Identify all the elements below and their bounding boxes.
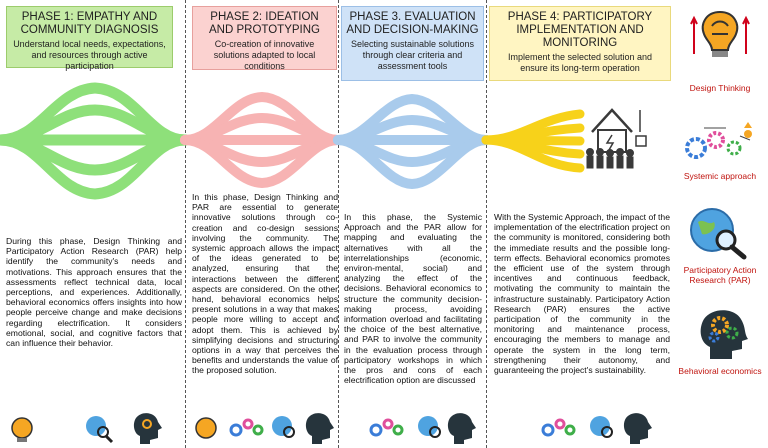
lightbulb-brain-icon bbox=[690, 4, 750, 64]
head-gears-icon bbox=[448, 413, 476, 444]
phase-2-flow bbox=[185, 97, 338, 183]
globe-magnifier-icon bbox=[418, 416, 440, 437]
globe-magnifier-icon bbox=[686, 204, 750, 260]
phase-3-flow bbox=[338, 99, 486, 184]
phase-2-subtitle: Co-creation of innovative solutions adapted to local conditions bbox=[213, 39, 316, 71]
gears-network-icon bbox=[231, 420, 262, 435]
phase-1-flow bbox=[0, 88, 185, 194]
legend-label: Design Thinking bbox=[689, 83, 751, 93]
phase-2-title: PHASE 2: IDEATION AND PROTOTYPING bbox=[209, 11, 320, 36]
phase-3-description: In this phase, the Systemic Approach and the PAR allow for mapping and evaluating the alternatives with all the interrelationships (economic, environ-mental, social) and analyzing the effect of the decisions. Behavioral economics to structure the community decision-making process, avoiding information overload and facilitating the choice of the best alternative, and PAR to involve the community in the evaluation process through participatory workshops in which the pros and cons of each electrification option are discussed bbox=[344, 212, 482, 386]
lightbulb-brain-icon bbox=[12, 418, 32, 442]
phase-1-subtitle: Understand local needs, expectations, and resources through active participation bbox=[13, 39, 166, 71]
phase-4-title: PHASE 4: PARTICIPATORY IMPLEMENTATION AND MONITORING bbox=[507, 11, 653, 49]
globe-magnifier-icon bbox=[86, 416, 112, 442]
globe-magnifier-icon bbox=[272, 416, 294, 437]
legend-label: Behavioral economics bbox=[678, 366, 762, 376]
legend-label: Participatory Action Research (PAR) bbox=[683, 265, 757, 285]
phase-4-subtitle: Implement the selected solution and ensure its long-term operation bbox=[507, 52, 653, 73]
head-gears-icon bbox=[624, 413, 652, 444]
phase-2-description: In this phase, Design Thinking and PAR are essential to generate innovative solutions through co-creation and co-design sessions involving the community. The systemic approach allows the impact of the ideas generated to be analyzed, ensuring that the interactions between the different aspects are considered. On the other hand, behavioral economics helps present solutions in a way that makes people more willing to accept and adopt them. This is achieved by simplifying decisions and structuring options in a way that perceives the benefits and understands the value of the proposed solution. bbox=[192, 192, 338, 376]
legend-label: Systemic approach bbox=[683, 171, 757, 181]
phase-4-flow bbox=[486, 114, 580, 168]
globe-magnifier-icon bbox=[590, 416, 612, 437]
phase-1-title: PHASE 1: EMPATHY AND COMMUNITY DIAGNOSIS bbox=[20, 11, 159, 36]
head-gears-icon bbox=[692, 303, 752, 363]
phase-3-subtitle: Selecting sustainable solutions through clear criteria and assessment tools bbox=[350, 39, 475, 71]
lightbulb-brain-icon bbox=[196, 418, 216, 438]
head-gears-icon bbox=[134, 413, 162, 444]
gears-network-icon bbox=[543, 420, 574, 435]
gears-network-icon bbox=[682, 118, 758, 166]
community-house-icon bbox=[587, 110, 647, 168]
phase-3-title: PHASE 3. EVALUATION AND DECISION-MAKING bbox=[346, 11, 479, 36]
phase-approach-icons bbox=[0, 408, 768, 448]
head-gears-icon bbox=[306, 413, 334, 444]
phase-4-description: With the Systemic Approach, the impact of the implementation of the electrification project on the community is monitored, considering both the immediate results and the possible long-term effects. Behavioral economics promotes the efficient use of the system through incentives and continuous feedback, motivating the community to maintain the infrastructure sustainably. Participatory Action Research (PAR) ensures the active participation of the community in the monitoring and maintenance process, encouraging the members to manage and operate the system in the long term, strengthening their autonomy, and guaranteeing the project's sustainability. bbox=[494, 212, 670, 376]
phase-1-description: During this phase, Design Thinking and Participatory Action Research (PAR) help identify the community's needs and motivations. This approach ensures that the assessments reflect technical data, local perceptions, and experiences. Additionally, behavioral economics offers insights into how people perceive change and make decisions regarding electrification. It considers emotional, social, and cognitive factors that can influence their behavior. bbox=[6, 236, 182, 349]
gears-network-icon bbox=[371, 420, 402, 435]
